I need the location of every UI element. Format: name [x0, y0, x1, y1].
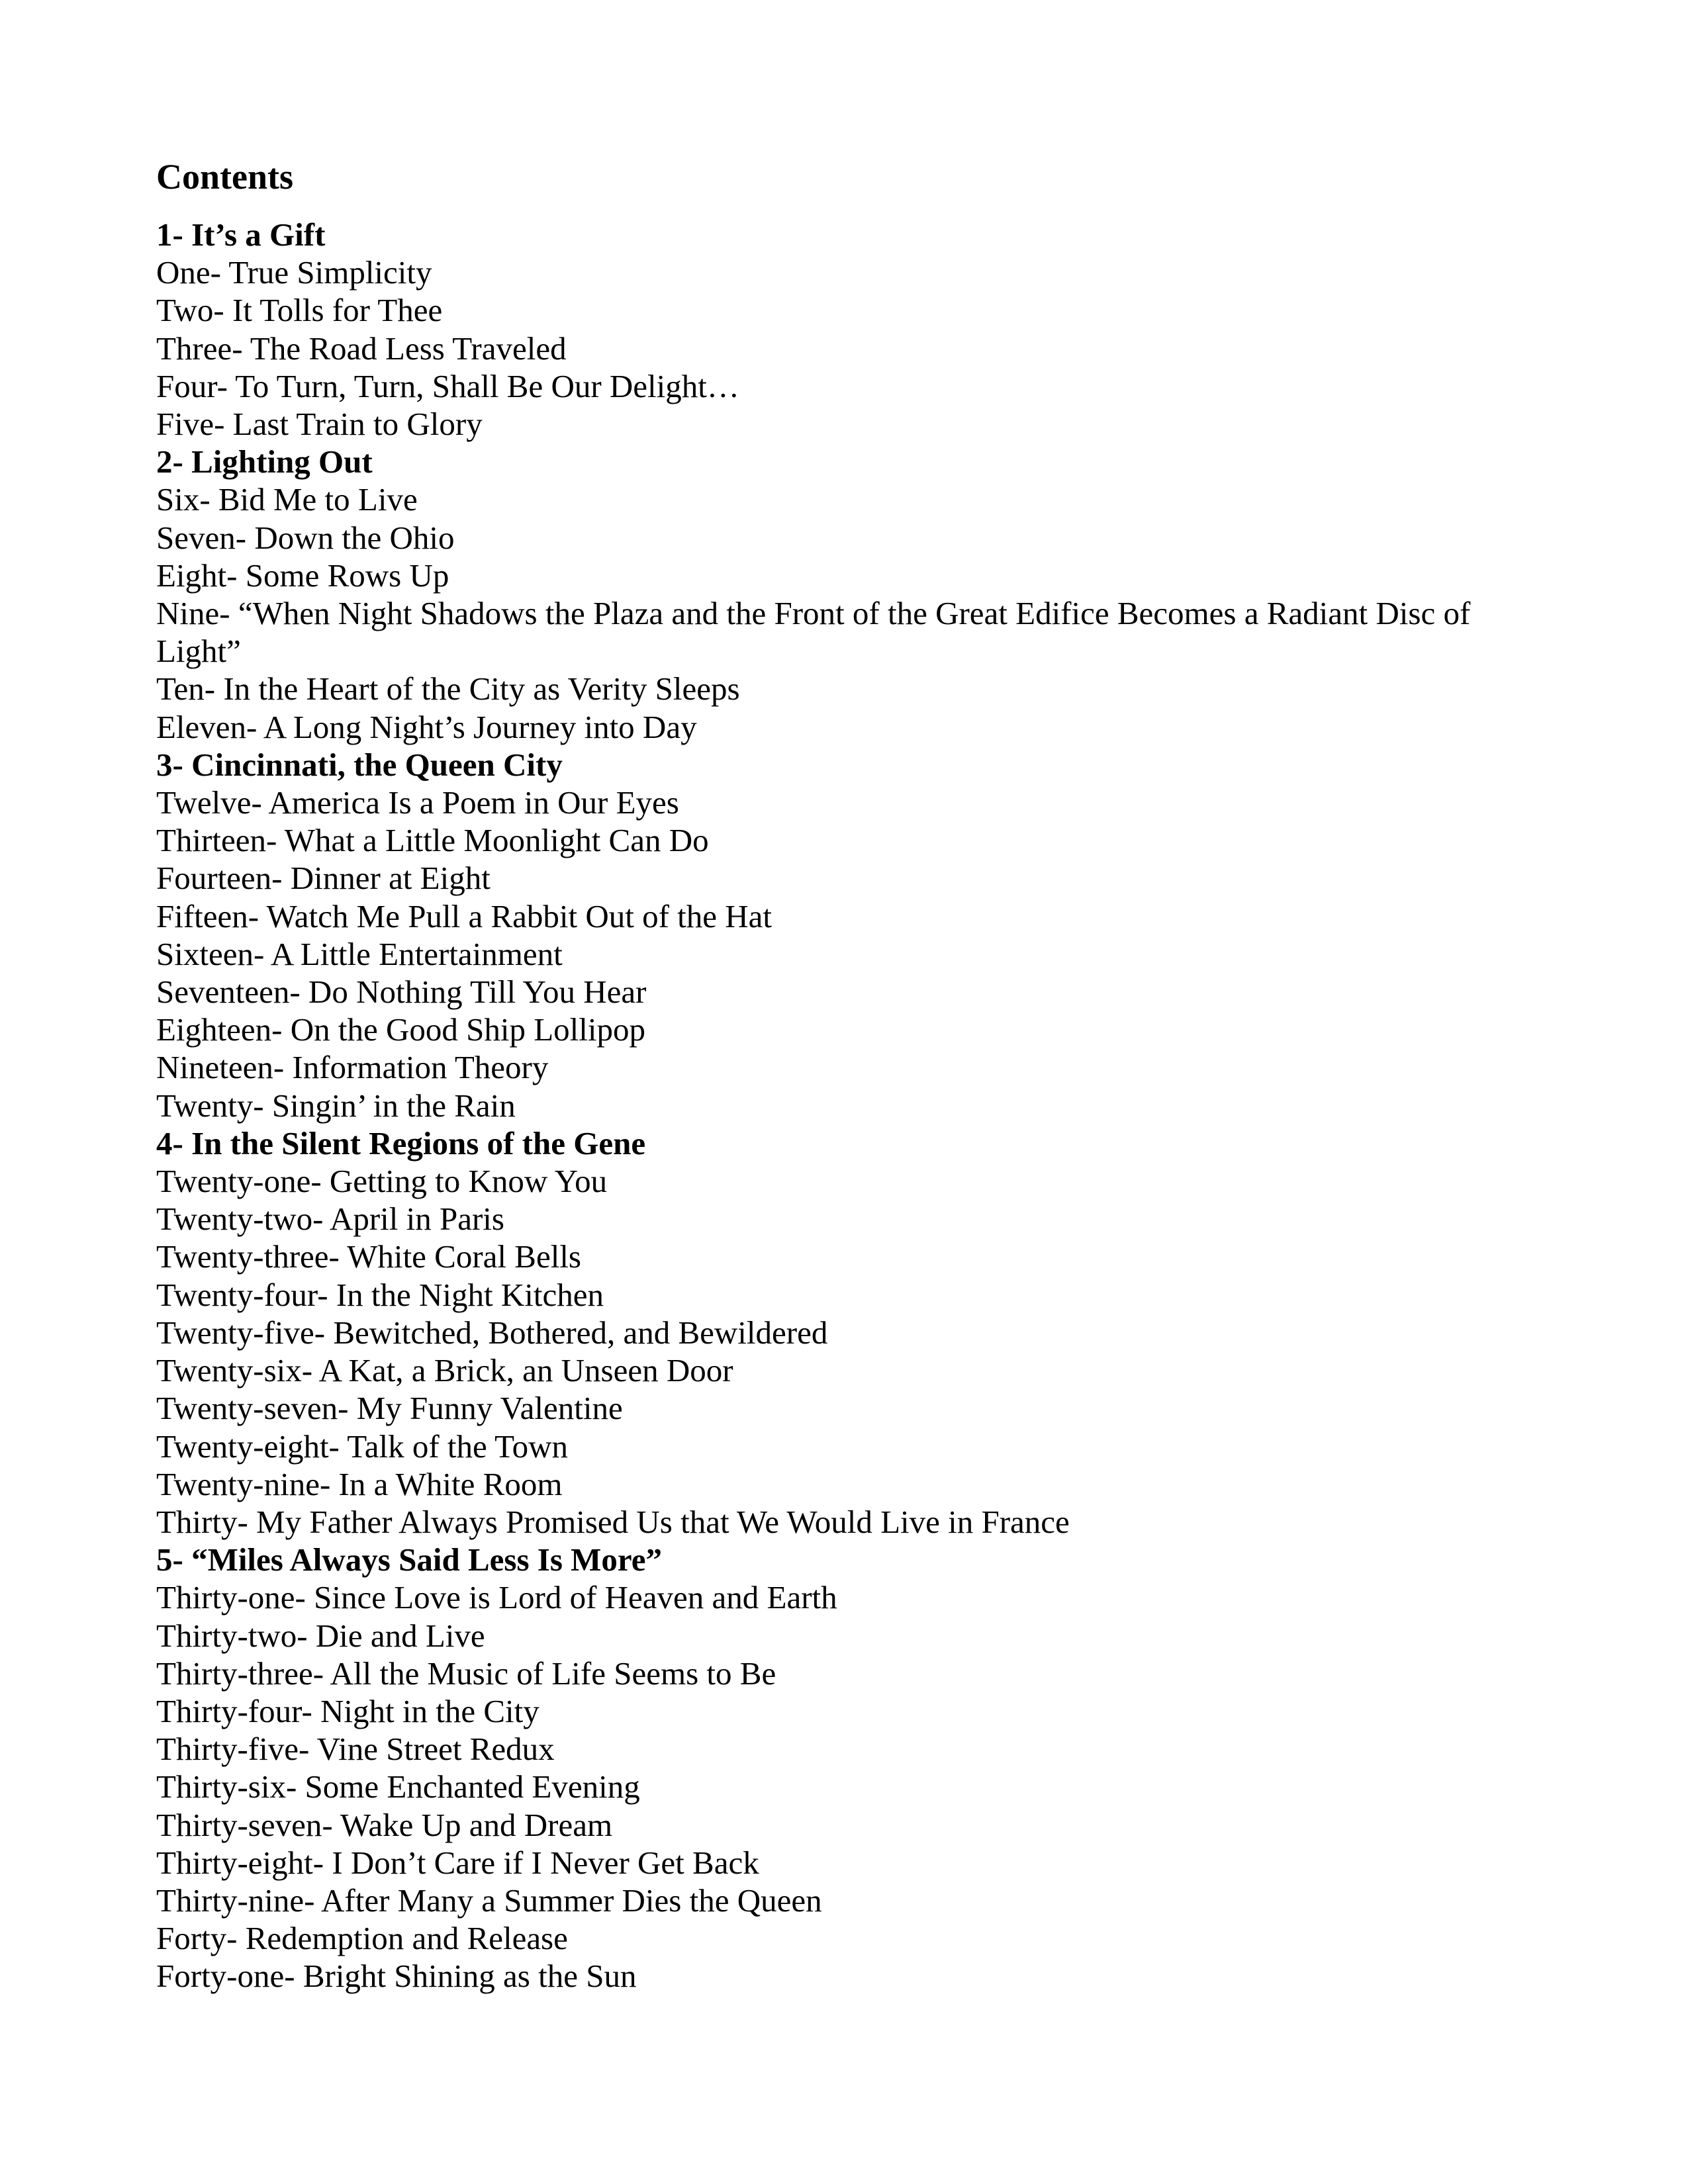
toc-chapter: One- True Simplicity	[156, 254, 432, 291]
toc-chapter: Twenty-eight- Talk of the Town	[156, 1428, 569, 1465]
toc-chapter: Thirty-four- Night in the City	[156, 1692, 539, 1729]
toc-chapter: Sixteen- A Little Entertainment	[156, 935, 563, 972]
toc-chapter: Four- To Turn, Turn, Shall Be Our Delight…	[156, 367, 739, 404]
toc-part-heading: 5- “Miles Always Said Less Is More”	[156, 1541, 663, 1578]
toc-chapter: Thirty-seven- Wake Up and Dream	[156, 1806, 613, 1843]
toc-chapter: Five- Last Train to Glory	[156, 406, 483, 443]
toc-chapter: Thirty-three- All the Music of Life Seems to Be	[156, 1655, 776, 1692]
toc-chapter: Thirty-five- Vine Street Redux	[156, 1731, 555, 1768]
toc-part-heading: 3- Cincinnati, the Queen City	[156, 746, 563, 783]
toc-chapter: Thirty-two- Die and Live	[156, 1617, 485, 1654]
toc-chapter: Twenty-four- In the Night Kitchen	[156, 1276, 604, 1313]
toc-chapter: Nine- “When Night Shadows the Plaza and the Front of the Great Edifice Becomes a Radiant Disc of Light”	[156, 595, 1471, 670]
toc-chapter: Thirty-eight- I Don’t Care if I Never Get Back	[156, 1844, 759, 1881]
toc-chapter: Thirty- My Father Always Promised Us that We Would Live in France	[156, 1503, 1070, 1540]
toc-part-heading: 4- In the Silent Regions of the Gene	[156, 1124, 646, 1161]
toc-part-heading: 1- It’s a Gift	[156, 216, 326, 253]
toc-chapter: Twenty-seven- My Funny Valentine	[156, 1390, 623, 1427]
toc-part-heading: 2- Lighting Out	[156, 443, 373, 480]
toc-chapter: Nineteen- Information Theory	[156, 1049, 549, 1086]
toc-chapter: Eight- Some Rows Up	[156, 557, 449, 594]
toc-chapter: Twenty-nine- In a White Room	[156, 1465, 563, 1502]
toc-chapter: Three- The Road Less Traveled	[156, 330, 567, 367]
toc-chapter: Twenty-three- White Coral Bells	[156, 1238, 582, 1275]
toc-chapter: Thirteen- What a Little Moonlight Can Do	[156, 822, 709, 859]
toc-chapter: Fifteen- Watch Me Pull a Rabbit Out of the Hat	[156, 897, 773, 934]
page-title: Contents	[156, 157, 294, 197]
toc-chapter: Twelve- America Is a Poem in Our Eyes	[156, 784, 679, 821]
toc-chapter: Seventeen- Do Nothing Till You Hear	[156, 974, 647, 1011]
toc-chapter: Ten- In the Heart of the City as Verity Sleeps	[156, 670, 740, 707]
table-of-contents	[156, 216, 1546, 1995]
toc-chapter: Thirty-one- Since Love is Lord of Heaven and Earth	[156, 1579, 837, 1616]
toc-chapter: Two- It Tolls for Thee	[156, 292, 443, 329]
toc-chapter: Seven- Down the Ohio	[156, 519, 455, 556]
toc-chapter: Twenty-five- Bewitched, Bothered, and Bewildered	[156, 1314, 828, 1351]
toc-chapter: Thirty-six- Some Enchanted Evening	[156, 1768, 640, 1805]
toc-chapter: Forty-one- Bright Shining as the Sun	[156, 1958, 637, 1995]
toc-chapter: Forty- Redemption and Release	[156, 1920, 568, 1957]
toc-chapter: Twenty-one- Getting to Know You	[156, 1163, 608, 1200]
toc-chapter: Thirty-nine- After Many a Summer Dies the Queen	[156, 1882, 822, 1919]
toc-chapter: Fourteen- Dinner at Eight	[156, 860, 491, 897]
toc-chapter: Twenty-six- A Kat, a Brick, an Unseen Door	[156, 1352, 733, 1389]
toc-chapter: Six- Bid Me to Live	[156, 481, 418, 518]
toc-chapter: Twenty- Singin’ in the Rain	[156, 1087, 516, 1124]
toc-chapter: Twenty-two- April in Paris	[156, 1201, 504, 1238]
toc-chapter: Eighteen- On the Good Ship Lollipop	[156, 1011, 645, 1048]
toc-chapter: Eleven- A Long Night’s Journey into Day	[156, 708, 697, 745]
